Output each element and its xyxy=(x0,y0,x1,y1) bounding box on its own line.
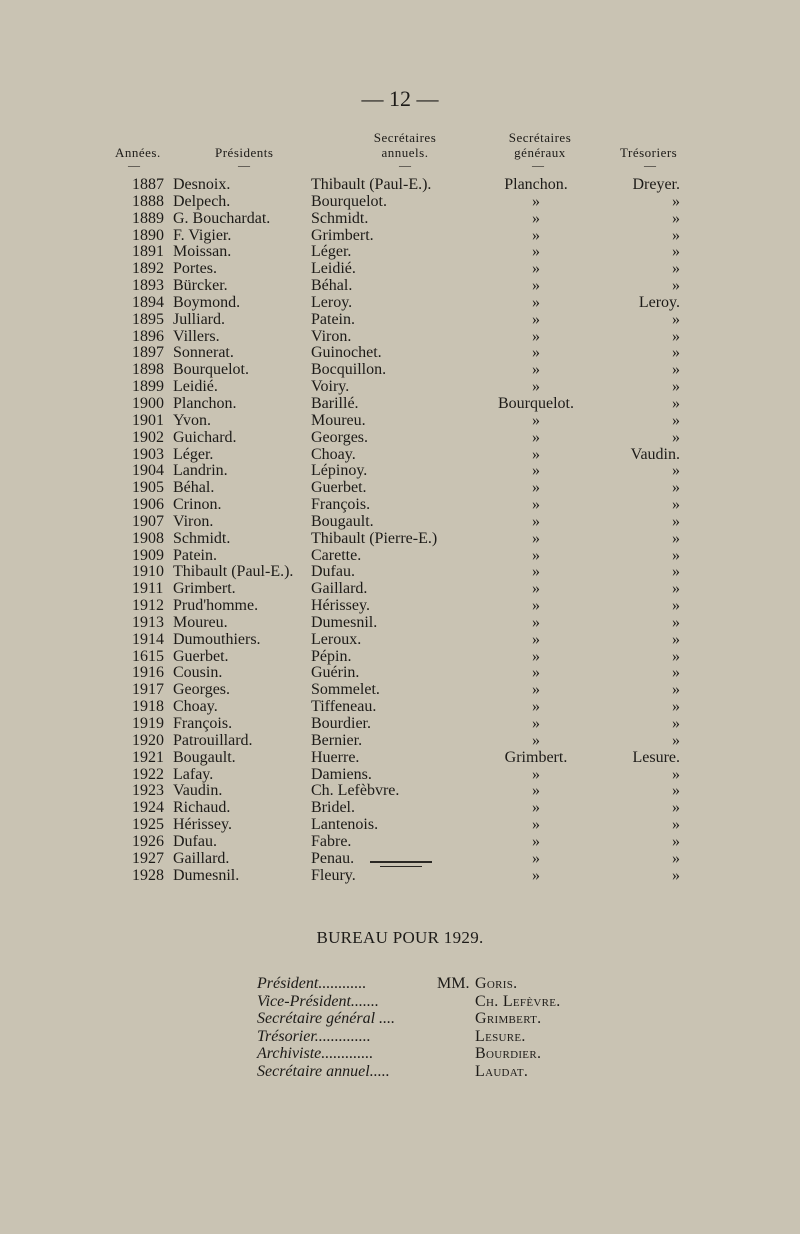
secretaire-annuel-cell: Dufau. xyxy=(311,563,355,581)
secretaire-general-cell: » xyxy=(532,832,540,850)
bureau-row xyxy=(0,993,800,1011)
year-cell: 1928 xyxy=(132,866,164,884)
year-cell: 1901 xyxy=(132,411,164,429)
tresorier-cell: » xyxy=(672,243,680,261)
table-row xyxy=(0,344,800,361)
header-dash: — xyxy=(532,158,544,172)
tresorier-cell: Vaudin. xyxy=(630,445,680,463)
year-cell: 1917 xyxy=(132,681,164,699)
secretaire-annuel-cell: Béhal. xyxy=(311,277,353,295)
president-cell: Yvon. xyxy=(173,411,211,429)
bureau-name: Ch. Lefèvre. xyxy=(475,992,561,1010)
bureau-name: Grimbert. xyxy=(475,1010,542,1028)
table-row xyxy=(0,496,800,513)
secretaire-general-cell: » xyxy=(532,327,540,345)
tresorier-cell: » xyxy=(672,866,680,884)
bureau-role: Secrétaire annuel..... xyxy=(257,1063,390,1080)
year-cell: 1897 xyxy=(132,344,164,362)
table-row xyxy=(0,850,800,867)
secretaire-annuel-cell: Bourdier. xyxy=(311,715,371,732)
president-cell: Viron. xyxy=(173,512,214,530)
president-cell: Dumesnil. xyxy=(173,866,240,884)
secretaire-annuel-cell: Choay. xyxy=(311,445,356,463)
year-cell: 1925 xyxy=(132,816,164,834)
secretaire-general-cell: » xyxy=(532,192,540,210)
year-cell: 1903 xyxy=(132,445,164,463)
tresorier-cell: » xyxy=(672,816,680,834)
secretaire-annuel-cell: Sommelet. xyxy=(311,681,380,699)
secretaire-general-cell: » xyxy=(532,731,540,749)
bureau-mm: MM. xyxy=(437,975,470,992)
secretaire-annuel-cell: Thibault (Paul-E.). xyxy=(311,176,432,193)
president-cell: Dufau. xyxy=(173,832,217,850)
year-cell: 1906 xyxy=(132,496,164,514)
secretaire-annuel-cell: Barillé. xyxy=(311,394,359,412)
table-row xyxy=(0,260,800,277)
table-row xyxy=(0,816,800,833)
secretaire-annuel-cell: Guinochet. xyxy=(311,344,382,362)
year-cell: 1919 xyxy=(132,715,164,732)
secretaire-annuel-cell: Moureu. xyxy=(311,411,366,429)
tresorier-cell: » xyxy=(672,378,680,396)
bureau-row xyxy=(0,1028,800,1046)
tresorier-cell: » xyxy=(672,277,680,295)
secretaire-general-cell: » xyxy=(532,782,540,800)
tresorier-cell: » xyxy=(672,260,680,278)
table-row xyxy=(0,227,800,244)
year-cell: 1908 xyxy=(132,529,164,547)
secretaire-annuel-cell: Hérissey. xyxy=(311,597,370,615)
table-row xyxy=(0,766,800,783)
year-cell: 1896 xyxy=(132,327,164,345)
tresorier-cell: » xyxy=(672,428,680,446)
president-cell: Cousin. xyxy=(173,664,223,682)
tresorier-cell: » xyxy=(672,529,680,547)
header-tresoriers: Trésoriers xyxy=(620,145,678,160)
tresorier-cell: » xyxy=(672,849,680,867)
secretaire-general-cell: » xyxy=(532,462,540,480)
header-secretaires-generaux-line2: généraux xyxy=(514,145,566,160)
secretaire-general-cell: » xyxy=(532,613,540,631)
secretaire-general-cell: » xyxy=(532,799,540,817)
secretaire-general-cell: » xyxy=(532,243,540,261)
president-cell: Landrin. xyxy=(173,462,228,480)
table-row xyxy=(0,799,800,816)
secretaire-annuel-cell: Georges. xyxy=(311,428,369,446)
president-cell: Dumouthiers. xyxy=(173,630,261,648)
table-row xyxy=(0,867,800,884)
year-cell: 1890 xyxy=(132,226,164,244)
secretaire-general-cell: » xyxy=(532,378,540,396)
table-row xyxy=(0,749,800,766)
tresorier-cell: » xyxy=(672,394,680,412)
secretaire-general-cell: » xyxy=(532,428,540,446)
president-cell: Villers. xyxy=(173,327,220,345)
secretaire-general-cell: Grimbert. xyxy=(504,748,568,766)
year-cell: 1895 xyxy=(132,310,164,328)
secretaire-general-cell: » xyxy=(532,496,540,514)
secretaire-annuel-cell: Patein. xyxy=(311,310,355,328)
table-row xyxy=(0,462,800,479)
president-cell: F. Vigier. xyxy=(173,226,232,244)
secretaire-general-cell: » xyxy=(532,277,540,295)
year-cell: 1921 xyxy=(132,748,164,766)
table-row xyxy=(0,176,800,193)
header-dash: — xyxy=(399,158,411,172)
secretaire-general-cell: » xyxy=(532,445,540,463)
tresorier-cell: » xyxy=(672,563,680,581)
secretaire-annuel-cell: Guérin. xyxy=(311,664,360,682)
bureau-name: Goris. xyxy=(475,975,518,992)
president-cell: Gaillard. xyxy=(173,849,230,867)
tresorier-cell: » xyxy=(672,664,680,682)
table-row xyxy=(0,446,800,463)
table-row xyxy=(0,243,800,260)
president-cell: Moureu. xyxy=(173,613,228,631)
president-cell: Georges. xyxy=(173,681,231,699)
tresorier-cell: » xyxy=(672,681,680,699)
tresorier-cell: » xyxy=(672,361,680,379)
president-cell: Thibault (Paul-E.). xyxy=(173,563,294,581)
bureau-title: BUREAU POUR 1929. xyxy=(316,928,484,947)
secretaire-general-cell: » xyxy=(532,715,540,732)
president-cell: Hérissey. xyxy=(173,816,232,834)
separator-rule-thin xyxy=(380,866,422,867)
president-cell: Bougault. xyxy=(173,748,236,766)
secretaire-annuel-cell: Pépin. xyxy=(311,647,352,665)
year-cell: 1916 xyxy=(132,664,164,682)
secretaire-annuel-cell: Fleury. xyxy=(311,866,356,884)
secretaire-annuel-cell: Lépinoy. xyxy=(311,462,368,480)
year-cell: 1910 xyxy=(132,563,164,581)
year-cell: 1924 xyxy=(132,799,164,817)
president-cell: G. Bouchardat. xyxy=(173,209,271,227)
header-secretaires-annuels-line1: Secrétaires xyxy=(373,130,437,145)
tresorier-cell: Leroy. xyxy=(638,293,680,311)
secretaire-general-cell: » xyxy=(532,260,540,278)
president-cell: Béhal. xyxy=(173,479,215,497)
year-cell: 1914 xyxy=(132,630,164,648)
secretaire-annuel-cell: Schmidt. xyxy=(311,209,369,227)
secretaire-annuel-cell: Bougault. xyxy=(311,512,374,530)
president-cell: Desnoix. xyxy=(173,176,231,193)
secretaire-general-cell: » xyxy=(532,647,540,665)
secretaire-general-cell: » xyxy=(532,310,540,328)
table-row xyxy=(0,294,800,311)
president-cell: Delpech. xyxy=(173,192,231,210)
secretaire-general-cell: » xyxy=(532,411,540,429)
table-row xyxy=(0,715,800,732)
secretaire-general-cell: » xyxy=(532,209,540,227)
year-cell: 1904 xyxy=(132,462,164,480)
table-row xyxy=(0,193,800,210)
tresorier-cell: » xyxy=(672,731,680,749)
president-cell: Julliard. xyxy=(173,310,225,328)
president-cell: Bürcker. xyxy=(173,277,228,295)
secretaire-annuel-cell: Bocquillon. xyxy=(311,361,387,379)
table-row xyxy=(0,479,800,496)
table-row xyxy=(0,311,800,328)
secretaire-annuel-cell: Damiens. xyxy=(311,765,372,783)
table-row xyxy=(0,361,800,378)
year-cell: 1899 xyxy=(132,378,164,396)
tresorier-cell: » xyxy=(672,765,680,783)
header-secretaires-generaux xyxy=(490,130,590,160)
secretaire-annuel-cell: Léger. xyxy=(311,243,352,261)
table-row xyxy=(0,378,800,395)
secretaire-general-cell: » xyxy=(532,580,540,598)
bureau-name: Bourdier. xyxy=(475,1045,542,1063)
secretaire-annuel-cell: Thibault (Pierre-E.) xyxy=(311,529,438,547)
year-cell: 1887 xyxy=(132,176,164,193)
table-row xyxy=(0,210,800,227)
header-dash: — xyxy=(644,158,656,172)
year-cell: 1912 xyxy=(132,597,164,615)
bureau-name: Lesure. xyxy=(475,1027,526,1045)
secretaire-annuel-cell: Grimbert. xyxy=(311,226,374,244)
secretaire-general-cell: » xyxy=(532,765,540,783)
secretaire-annuel-cell: Gaillard. xyxy=(311,580,368,598)
tresorier-cell: » xyxy=(672,411,680,429)
tresorier-cell: » xyxy=(672,310,680,328)
president-cell: Planchon. xyxy=(173,394,237,412)
year-cell: 1913 xyxy=(132,613,164,631)
secretaire-annuel-cell: Viron. xyxy=(311,327,352,345)
table-row xyxy=(0,277,800,294)
secretaire-general-cell: Planchon. xyxy=(504,176,568,193)
secretaire-annuel-cell: Penau. xyxy=(311,849,355,867)
secretaire-general-cell: » xyxy=(532,479,540,497)
secretaire-general-cell: » xyxy=(532,546,540,564)
table-row xyxy=(0,513,800,530)
secretaire-general-cell: » xyxy=(532,816,540,834)
year-cell: 1892 xyxy=(132,260,164,278)
tresorier-cell: » xyxy=(672,462,680,480)
bureau-role: Trésorier.............. xyxy=(257,1027,371,1045)
secretaire-annuel-cell: Dumesnil. xyxy=(311,613,378,631)
table-row xyxy=(0,614,800,631)
president-cell: Portes. xyxy=(173,260,217,278)
table-row xyxy=(0,732,800,749)
header-secretaires-generaux-line1: Secrétaires xyxy=(508,130,572,145)
tresorier-cell: » xyxy=(672,479,680,497)
president-cell: Sonnerat. xyxy=(173,344,234,362)
bureau-role: Vice-Président....... xyxy=(257,992,379,1010)
header-dash: — xyxy=(238,158,250,172)
secretaire-annuel-cell: François. xyxy=(311,496,371,514)
bureau-row xyxy=(0,1045,800,1063)
year-cell: 1615 xyxy=(132,647,164,665)
header-annees: Années. xyxy=(115,145,161,160)
secretaire-general-cell: » xyxy=(532,361,540,379)
president-cell: Guichard. xyxy=(173,428,237,446)
president-cell: Richaud. xyxy=(173,799,231,817)
table-row xyxy=(0,328,800,345)
tresorier-cell: » xyxy=(672,613,680,631)
table-row xyxy=(0,597,800,614)
year-cell: 1918 xyxy=(132,698,164,716)
tresorier-cell: Dreyer. xyxy=(632,176,680,193)
tresorier-cell: » xyxy=(672,630,680,648)
tresorier-cell: » xyxy=(672,580,680,598)
secretaire-general-cell: » xyxy=(532,866,540,884)
tresorier-cell: » xyxy=(672,209,680,227)
president-cell: Schmidt. xyxy=(173,529,231,547)
president-cell: Moissan. xyxy=(173,243,232,261)
table-row xyxy=(0,648,800,665)
tresorier-cell: » xyxy=(672,782,680,800)
separator-rule xyxy=(370,861,432,863)
year-cell: 1905 xyxy=(132,479,164,497)
table-row xyxy=(0,412,800,429)
secretaire-annuel-cell: Huerre. xyxy=(311,748,360,766)
table-row xyxy=(0,833,800,850)
bureau-row xyxy=(0,1063,800,1081)
secretaire-annuel-cell: Leroy. xyxy=(311,293,353,311)
secretaire-general-cell: » xyxy=(532,293,540,311)
table-row xyxy=(0,547,800,564)
year-cell: 1922 xyxy=(132,765,164,783)
secretaire-general-cell: » xyxy=(532,849,540,867)
secretaire-annuel-cell: Bourquelot. xyxy=(311,192,387,210)
table-row xyxy=(0,580,800,597)
president-cell: Patein. xyxy=(173,546,217,564)
page-number: — 12 — xyxy=(361,86,439,111)
secretaire-general-cell: » xyxy=(532,563,540,581)
year-cell: 1926 xyxy=(132,832,164,850)
tresorier-cell: » xyxy=(672,226,680,244)
secretaire-general-cell: » xyxy=(532,597,540,615)
president-cell: Choay. xyxy=(173,698,218,716)
secretaire-general-cell: » xyxy=(532,226,540,244)
table-row xyxy=(0,681,800,698)
president-cell: Crinon. xyxy=(173,496,222,514)
year-cell: 1911 xyxy=(132,580,164,598)
secretaire-general-cell: » xyxy=(532,664,540,682)
year-cell: 1927 xyxy=(132,849,164,867)
secretaire-annuel-cell: Lantenois. xyxy=(311,816,379,834)
president-cell: Guerbet. xyxy=(173,647,229,665)
year-cell: 1923 xyxy=(132,782,164,800)
secretaire-general-cell: Bourquelot. xyxy=(498,394,574,412)
secretaire-general-cell: » xyxy=(532,529,540,547)
tresorier-cell: » xyxy=(672,512,680,530)
bureau-role: Secrétaire général .... xyxy=(257,1010,396,1028)
secretaire-annuel-cell: Leroux. xyxy=(311,630,362,648)
year-cell: 1891 xyxy=(132,243,164,261)
year-cell: 1907 xyxy=(132,512,164,530)
bureau-row xyxy=(0,1010,800,1028)
table-row xyxy=(0,631,800,648)
president-cell: Grimbert. xyxy=(173,580,236,598)
table-row xyxy=(0,698,800,715)
president-cell: Bourquelot. xyxy=(173,361,249,379)
tresorier-cell: » xyxy=(672,597,680,615)
year-cell: 1898 xyxy=(132,361,164,379)
tresorier-cell: » xyxy=(672,192,680,210)
secretaire-general-cell: » xyxy=(532,512,540,530)
secretaire-annuel-cell: Tiffeneau. xyxy=(311,698,377,716)
bureau-row xyxy=(0,975,800,993)
secretaire-annuel-cell: Bernier. xyxy=(311,731,363,749)
president-cell: François. xyxy=(173,715,233,732)
tresorier-cell: » xyxy=(672,327,680,345)
table-row xyxy=(0,395,800,412)
secretaire-annuel-cell: Bridel. xyxy=(311,799,355,817)
tresorier-cell: » xyxy=(672,546,680,564)
year-cell: 1900 xyxy=(132,394,164,412)
header-secretaires-annuels xyxy=(360,130,450,160)
table-row xyxy=(0,429,800,446)
secretaire-general-cell: » xyxy=(532,698,540,716)
tresorier-cell: » xyxy=(672,832,680,850)
tresorier-cell: » xyxy=(672,647,680,665)
year-cell: 1902 xyxy=(132,428,164,446)
tresorier-cell: » xyxy=(672,799,680,817)
tresorier-cell: » xyxy=(672,698,680,716)
president-cell: Leidié. xyxy=(173,378,218,396)
year-cell: 1893 xyxy=(132,277,164,295)
president-cell: Boymond. xyxy=(173,293,241,311)
president-cell: Lafay. xyxy=(173,765,214,783)
year-cell: 1894 xyxy=(132,293,164,311)
table-row xyxy=(0,530,800,547)
tresorier-cell: » xyxy=(672,715,680,732)
tresorier-cell: Lesure. xyxy=(632,748,680,766)
year-cell: 1909 xyxy=(132,546,164,564)
secretaire-annuel-cell: Ch. Lefèbvre. xyxy=(311,782,400,800)
secretaire-annuel-cell: Carette. xyxy=(311,546,362,564)
header-secretaires-annuels-line2: annuels. xyxy=(381,145,429,160)
secretaire-general-cell: » xyxy=(532,344,540,362)
secretaire-annuel-cell: Fabre. xyxy=(311,832,352,850)
president-cell: Prud'homme. xyxy=(173,597,259,615)
secretaire-annuel-cell: Guerbet. xyxy=(311,479,367,497)
year-cell: 1889 xyxy=(132,209,164,227)
president-cell: Léger. xyxy=(173,445,214,463)
table-row xyxy=(0,563,800,580)
president-cell: Vaudin. xyxy=(173,782,223,800)
table-row xyxy=(0,782,800,799)
president-cell: Patrouillard. xyxy=(173,731,253,749)
header-dash: — xyxy=(128,158,140,172)
table-row xyxy=(0,664,800,681)
tresorier-cell: » xyxy=(672,496,680,514)
bureau-role: Archiviste............. xyxy=(257,1045,374,1063)
year-cell: 1888 xyxy=(132,192,164,210)
tresorier-cell: » xyxy=(672,344,680,362)
header-presidents: Présidents xyxy=(215,145,274,160)
secretaire-annuel-cell: Voiry. xyxy=(311,378,350,396)
secretaire-general-cell: » xyxy=(532,630,540,648)
bureau-name: Laudat. xyxy=(475,1063,529,1080)
secretaire-annuel-cell: Leidié. xyxy=(311,260,356,278)
officers-table xyxy=(0,176,800,883)
year-cell: 1920 xyxy=(132,731,164,749)
secretaire-general-cell: » xyxy=(532,681,540,699)
bureau-role: Président............ xyxy=(257,975,367,992)
